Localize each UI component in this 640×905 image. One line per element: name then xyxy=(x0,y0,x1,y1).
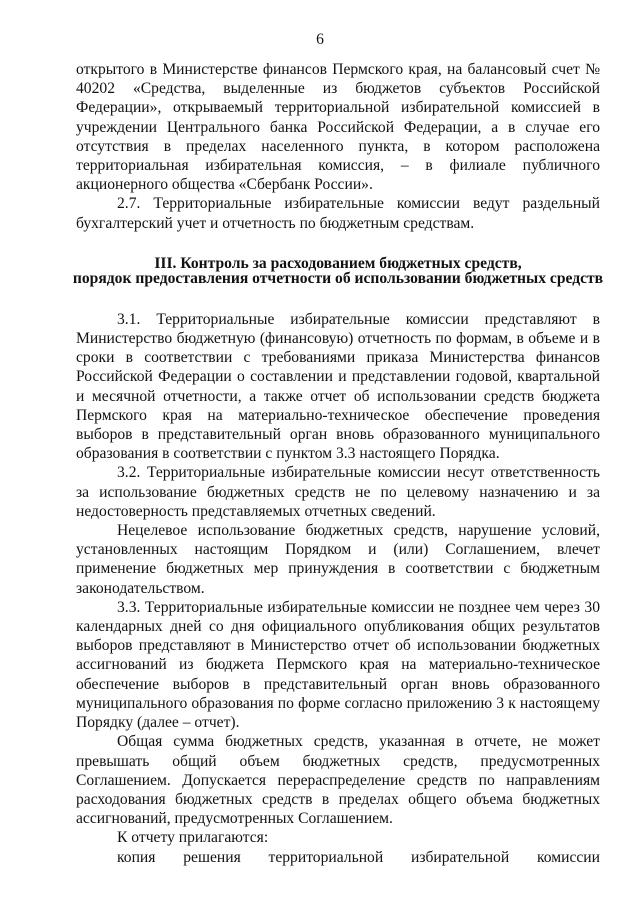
section-heading xyxy=(70,256,606,286)
paragraph-attachment-copy: копия решения территориальной избирательной комиссии xyxy=(117,848,600,866)
section-heading-line1: III. Контроль за расходованием бюджетных средств, xyxy=(154,254,522,272)
paragraph-2-7: 2.7. Территориальные избирательные комиссии ведут раздельный бухгалтерский учет и отчетность по бюджетным средствам. xyxy=(76,195,600,232)
paragraph-3-3: 3.3. Территориальные избирательные комиссии не позднее чем через 30 календарных дней со дня официального опубликования общих результатов выборов представляют в Министерство отчет об использовании бюджетных ассигнований из бюджета Пермского края на материально-техническое обеспечение выборов в представительный орган вновь образованного муниципального образования по форме согласно приложению 3 к настоящему Порядку (далее – отчет). xyxy=(76,598,600,732)
paragraph-misuse: Нецелевое использование бюджетных средств, нарушение условий, установленных настоящим Порядком и (или) Соглашением, влечет применение бюджетных мер принуждения в соответствии с бюджетным законодательством. xyxy=(76,522,600,597)
paragraph-account-continuation: открытого в Министерстве финансов Пермского края, на балансовый счет № 40202 «Средства, выделенные из бюджетов субъектов Российской Федерации», открываемый территориальной избирательной комиссией в учреждении Центрального банка Российской Федерации, а в случае его отсутствия в пределах населенного пункта, в котором расположена территориальная избирательная комиссия, – в филиале публичного акционерного общества «Сбербанк России». xyxy=(76,61,600,194)
paragraph-attachments-intro: К отчету прилагаются: xyxy=(117,829,269,847)
page-content xyxy=(72,60,604,867)
page-number: 6 xyxy=(316,31,324,48)
paragraph-3-2: 3.2. Территориальные избирательные комиссии несут ответственность за использование бюджетных средств не по целевому назначению и за недостоверность представляемых отчетных сведений. xyxy=(76,464,600,520)
section-heading-line2: порядок предоставления отчетности об использовании бюджетных средств xyxy=(72,269,604,287)
paragraph-total-sum: Общая сумма бюджетных средств, указанная в отчете, не может превышать общий объем бюджетных средств, предусмотренных Соглашением. Допускается перераспределение средств по направлениям расходования бюджетных средств в пределах общего объема бюджетных ассигнований, предусмотренных Соглашением. xyxy=(76,733,600,828)
paragraph-3-1: 3.1. Территориальные избирательные комиссии представляют в Министерство бюджетную (финансовую) отчетность по формам, в объеме и в сроки в соответствии с требованиями приказа Министерства финансов Российской Федерации о составлении и представлении годовой, квартальной и месячной отчетности, а также отчет об использовании средств бюджета Пермского края на материально-техническое обеспечение проведения выборов в представительный орган вновь образованного муниципального образования в соответствии с пунктом 3.3 настоящего Порядка. xyxy=(76,310,600,463)
